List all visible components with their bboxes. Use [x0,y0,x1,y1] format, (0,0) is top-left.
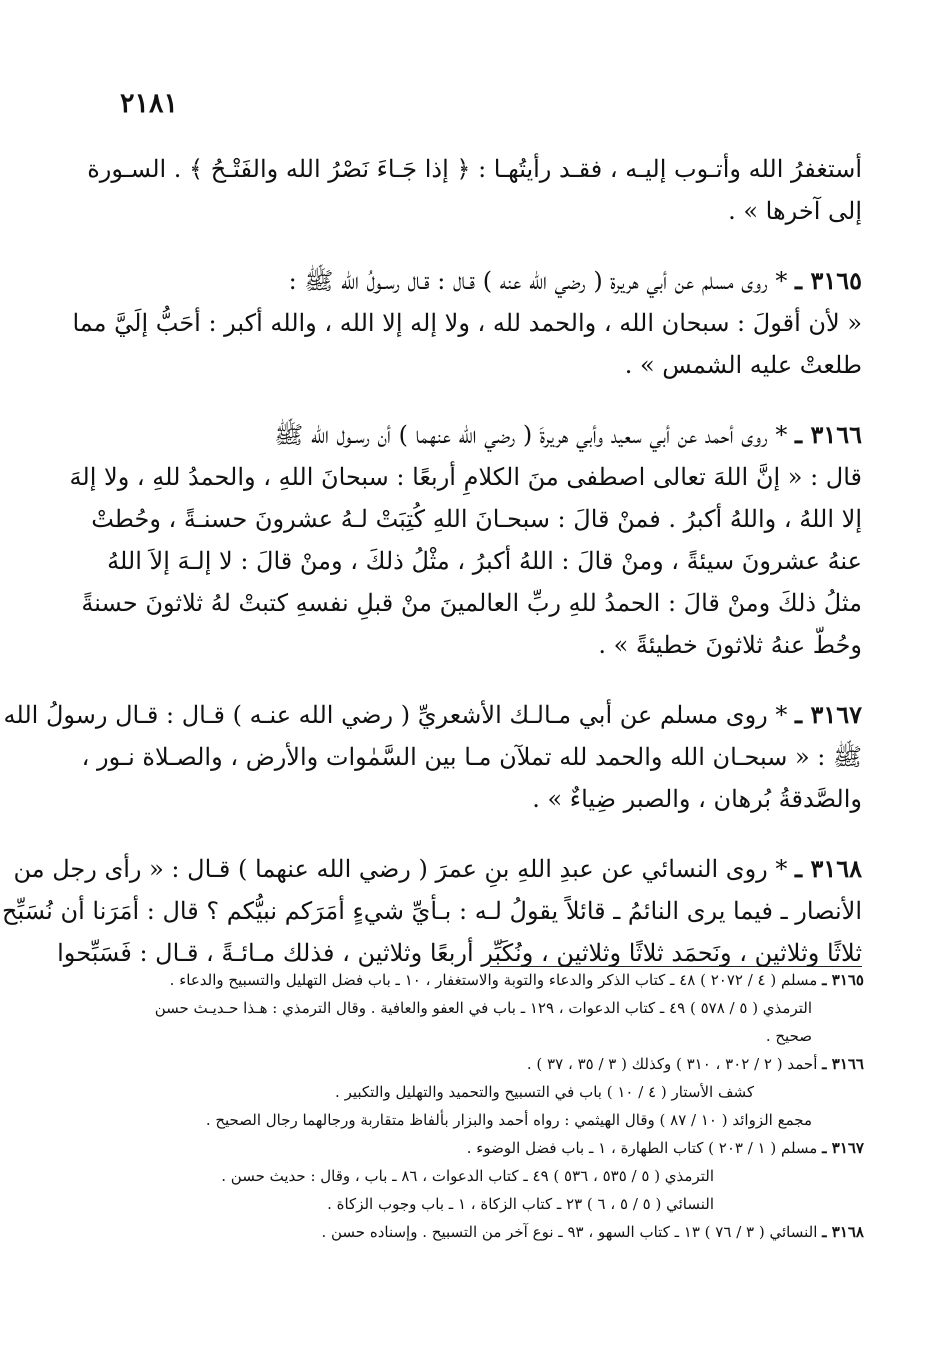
text-line [13,848,862,890]
line-text: طلعتْ عليه الشمس » . [624,351,862,379]
footnote-number: ٣١٦٦ ـ [822,1055,864,1073]
hadith-number: ٣١٦٥ ـ [795,266,862,295]
line-text: إلا اللهُ ، واللهُ أكبرُ . فمنْ قالَ : سبحـانَ اللهِ كُتِبَتْ لـهُ عشرونَ حسنـةً ، وحُطتْ [91,505,862,533]
hadith-paragraph [3,694,862,820]
footnote-line [74,1218,864,1246]
line-text: * روى مسلم عن أبي مـالـك الأشعريِّ ( رضي الله عنـه ) قـال : قـال رسولُ الله [3,701,788,729]
footnotes [74,966,864,1246]
hadith-number: ٣١٦٨ ـ [795,854,862,883]
text-line [81,736,862,778]
hadith-number: ٣١٦٧ ـ [795,700,862,729]
text-line [107,540,862,582]
text-line [162,778,862,820]
footnote-number: ٣١٦٥ ـ [822,971,864,989]
page-number: ٢١٨١ [120,88,179,119]
footnote-line [74,1050,864,1078]
line-text: * روى أحمد عن أبي سعيد وأبي هريرةَ ( رضي الله عنهما ) أن رسـول الله ﷺ [274,421,788,449]
footnote-line [74,1190,864,1218]
hadith-paragraph [2,848,862,974]
text-line [72,302,862,344]
main-text [2,148,862,1002]
text-line [162,190,862,232]
footnote-text: الترمذي ( ٥ / ٥٧٨ ) ٤٩ ـ كتاب الدعوات ، ١٢٩ ـ باب في العفو والعافية . وقال الترمذي : هـذا حـديـث حسن [154,999,812,1017]
footnote-line [74,1078,864,1106]
text-line [87,148,862,190]
text-line [162,344,862,386]
line-text: مثلُ ذلكَ ومنْ قالَ : الحمدُ للهِ ربِّ العالمينَ منْ قبلِ نفسهِ كتبتْ لهُ ثلاثونَ حسنةً [81,589,862,617]
footnote-number: ٣١٦٨ ـ [822,1223,864,1241]
footnote-text: النسائي ( ٥ / ٥ ، ٦ ) ٢٣ ـ كتاب الزكاة ، ١ ـ باب وجوب الزكاة . [327,1195,714,1213]
text-line [2,890,862,932]
line-text: ﷺ : « سبحـان الله والحمد لله تملآن مـا بين السَّمٰوات والأرض ، والصـلاة نـور ، [81,743,862,771]
footnote-line [74,1106,864,1134]
line-text: « لأن أقولَ : سبحان الله ، والحمد لله ، ولا إله إلا الله ، والله أكبر : أحَبُّ إلَيَّ مما [72,309,862,337]
footnote-text: الترمذي ( ٥ / ٥٣٥ ، ٥٣٦ ) ٤٩ ـ كتاب الدعوات ، ٨٦ ـ باب ، وقال : حديث حسن . [221,1167,714,1185]
footnote-line [74,994,864,1022]
footnote-text: مسلم ( ٤ / ٢٠٧٢ ) ٤٨ ـ كتاب الذكر والدعاء والتوبة والاستغفار ، ١٠ ـ باب فضل التهليل والتسبيح والدعاء . [169,971,818,989]
text-line [162,260,862,302]
footnote-line [74,966,864,994]
line-text: والصَّدقةُ بُرهان ، والصبر ضِياءٌ » . [532,785,862,813]
text-line [91,498,862,540]
line-text: إلى آخرها » . [728,197,862,225]
footnote-text: صحيح . [765,1027,812,1045]
footnote-text: أحمد ( ٢ / ٣٠٢ ، ٣١٠ ) وكذلك ( ٣ / ٣٥ ، ٣٧ ) . [526,1055,818,1073]
text-line [69,456,862,498]
footnote-number: ٣١٦٧ ـ [822,1139,864,1157]
footnote-text: مجمع الزوائد ( ١٠ / ٨٧ ) وقال الهيثمي : رواه أحمد والبزار بألفاظ متقاربة ورجالهما رجال الصحيح . [205,1111,812,1129]
line-text: * روى مسلم عن أبي هريرة ( رضي الله عنه ) قـال : قـال رسـولُ الله ﷺ : [288,267,788,295]
text-line [3,694,862,736]
line-text: وحُطّ عنهُ ثلاثونَ خطيئةً » . [598,631,862,659]
footnote-line [74,1162,864,1190]
hadith-paragraph [69,414,862,666]
footnote-text: النسائي ( ٣ / ٧٦ ) ١٣ ـ كتاب السهو ، ٩٣ ـ نوع آخر من التسبيح . وإسناده حسن . [321,1223,818,1241]
hadith-paragraph [72,260,862,386]
line-text: عنهُ عشرونَ سيئةً ، ومنْ قالَ : اللهُ أكبرُ ، مثْلُ ذلكَ ، ومنْ قالَ : لا إلـهَ إلاَ اللهُ [107,547,862,575]
line-text: قال : « إنَّ اللهَ تعالى اصطفى منَ الكلامِ أربعًا : سبحانَ اللهِ ، والحمدُ للهِ ، ولا إلهَ [69,463,862,491]
footnote-line [74,1022,864,1050]
text-line [162,414,862,456]
line-text: * روى النسائي عن عبدِ اللهِ بنِ عمرَ ( رضي الله عنهما ) قـال : « رأى رجل من [13,855,788,883]
line-text: ثلاثًا وثلاثين ، ونَحمَد ثلاثًا وثلاثين ، ونُكَبِّر أربعًا وثلاثين ، فذلك مـائـةً ، قـال : فَسَبِّحوا [57,939,862,967]
line-text: الأنصار ـ فيما يرى النائمُ ـ قائلاً يقولُ لـه : بـأيِّ شيءٍ أمَرَكم نبيُّكم ؟ قال : أمَرَنا أن نُسَبِّح [2,897,862,925]
text-line [81,582,862,624]
hadith-number: ٣١٦٦ ـ [795,420,862,449]
hadith-paragraph [87,148,862,232]
footnote-line [74,1134,864,1162]
line-text: أستغفرُ الله وأتـوب إليـه ، فقـد رأيتُهـا : ﴿ إذا جَـاءَ نَصْرُ الله والفَتْـحُ ﴾ . السـورة [87,155,862,183]
footnote-text: كشف الأستار ( ٤ / ١٠ ) باب في التسبيح والتحميد والتهليل والتكبير . [335,1083,754,1101]
footnote-text: مسلم ( ١ / ٢٠٣ ) كتاب الطهارة ، ١ ـ باب فضل الوضوء . [466,1139,818,1157]
text-line [162,624,862,666]
